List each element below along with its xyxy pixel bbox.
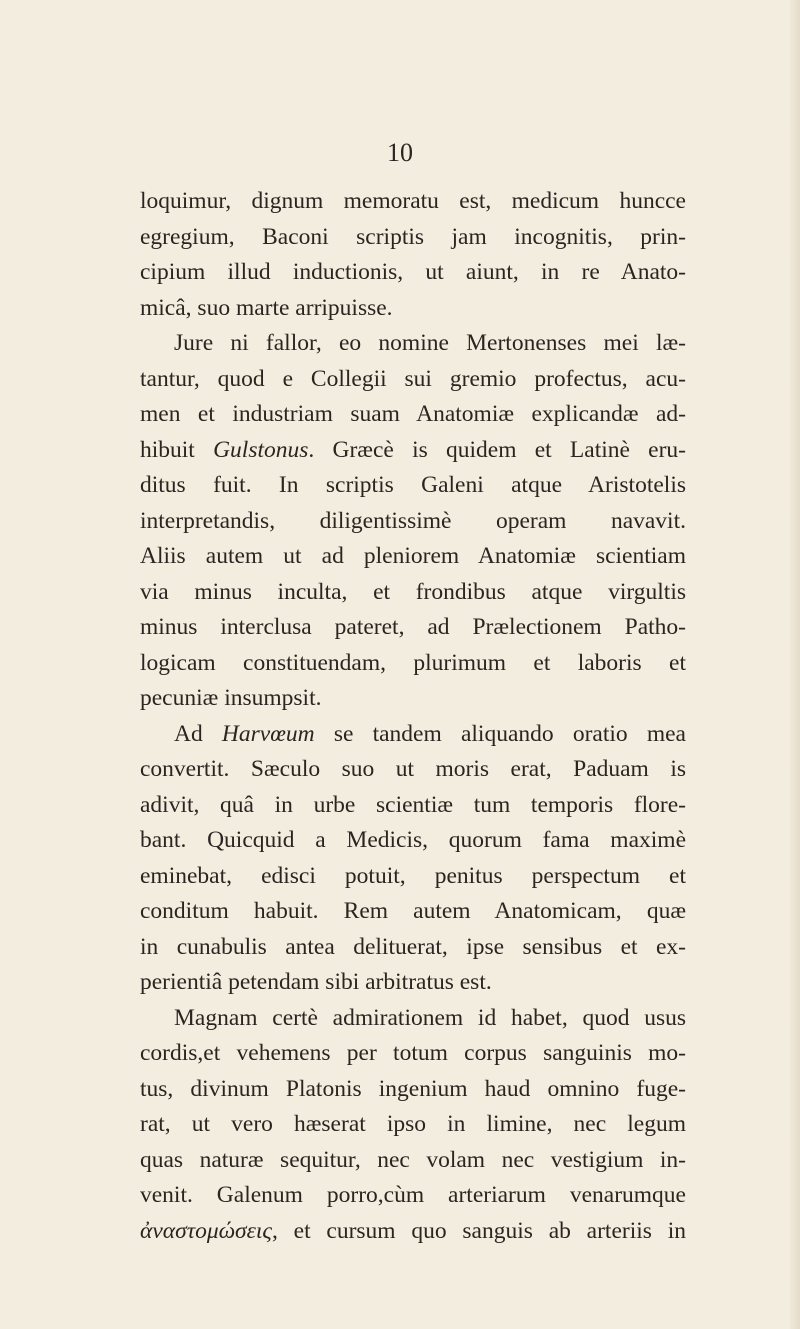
- page-number: 10: [387, 138, 413, 167]
- text-line: loquimur, dignum memoratu est, medicum huncce: [140, 188, 686, 214]
- text-line: quas naturæ sequitur, nec volam nec vestigium in-: [140, 1146, 686, 1173]
- text-line: eminebat, edisci potuit, penitus perspectum et: [140, 862, 686, 889]
- text-line: conditum habuit. Rem autem Anatomicam, quæ: [140, 898, 686, 924]
- text-line: micâ, suo marte arripuisse.: [140, 294, 393, 321]
- text-line: tus, divinum Platonis ingenium haud omnino fuge-: [140, 1075, 686, 1102]
- text-segment: Ad: [174, 720, 222, 747]
- text-line: rat, ut vero hæserat ipso in limine, nec legum: [140, 1111, 686, 1137]
- text-line: convertit. Sæculo suo ut moris erat, Paduam is: [140, 756, 686, 782]
- italic-name: Harvœum: [221, 720, 315, 747]
- text-line: men et industriam suam Anatomiæ explicandæ ad-: [140, 401, 686, 427]
- text-line: Jure ni fallor, eo nomine Mertonenses mei læ-: [174, 330, 686, 356]
- text-line: [140, 1214, 686, 1250]
- text-line: Magnam certè admirationem id habet, quod usus: [174, 1004, 686, 1031]
- text-line: ditus fuit. In scriptis Galeni atque Aristotelis: [140, 472, 686, 498]
- text-line: egregium, Baconi scriptis jam incognitis, prin-: [140, 223, 686, 250]
- text-line: [140, 433, 686, 469]
- text-line: minus interclusa pateret, ad Prælectionem Patho-: [140, 614, 686, 640]
- text-segment: hibuit: [140, 436, 214, 463]
- text-segment: se tandem aliquando oratio mea: [314, 720, 686, 747]
- text-line: in cunabulis antea delituerat, ipse sensibus et ex-: [140, 933, 686, 960]
- text-line: pecuniæ insumpsit.: [140, 685, 322, 711]
- text-line: cordis,et vehemens per totum corpus sanguinis mo-: [140, 1040, 686, 1066]
- text-line: perientiâ petendam sibi arbitratus est.: [140, 969, 492, 995]
- text-line: interpretandis, diligentissimè operam navavit.: [140, 507, 686, 534]
- text-line: tantur, quod e Collegii sui gremio profectus, acu-: [140, 365, 686, 392]
- body-text: [140, 184, 686, 1249]
- text-line: adivit, quâ in urbe scientiæ tum temporis flore-: [140, 791, 686, 818]
- text-line: bant. Quicquid a Medicis, quorum fama maximè: [140, 827, 686, 853]
- text-segment: . Græcè is quidem et Latinè eru-: [308, 436, 686, 463]
- text-line: cipium illud inductionis, ut aiunt, in re Anato-: [140, 259, 686, 285]
- text-line: venit. Galenum porro,cùm arteriarum venarumque: [140, 1182, 686, 1208]
- italic-name: ἀναστομώσεις: [140, 1217, 272, 1244]
- text-line: Aliis autem ut ad pleniorem Anatomiæ scientiam: [140, 543, 686, 569]
- italic-name: Gulstonus: [213, 436, 309, 463]
- text-segment: , et cursum quo sanguis ab arteriis in: [271, 1217, 686, 1244]
- text-line: logicam constituendam, plurimum et laboris et: [140, 649, 686, 676]
- page-edge-shadow: [790, 0, 800, 1329]
- text-line: via minus inculta, et frondibus atque virgultis: [140, 578, 686, 605]
- text-line: [140, 717, 686, 753]
